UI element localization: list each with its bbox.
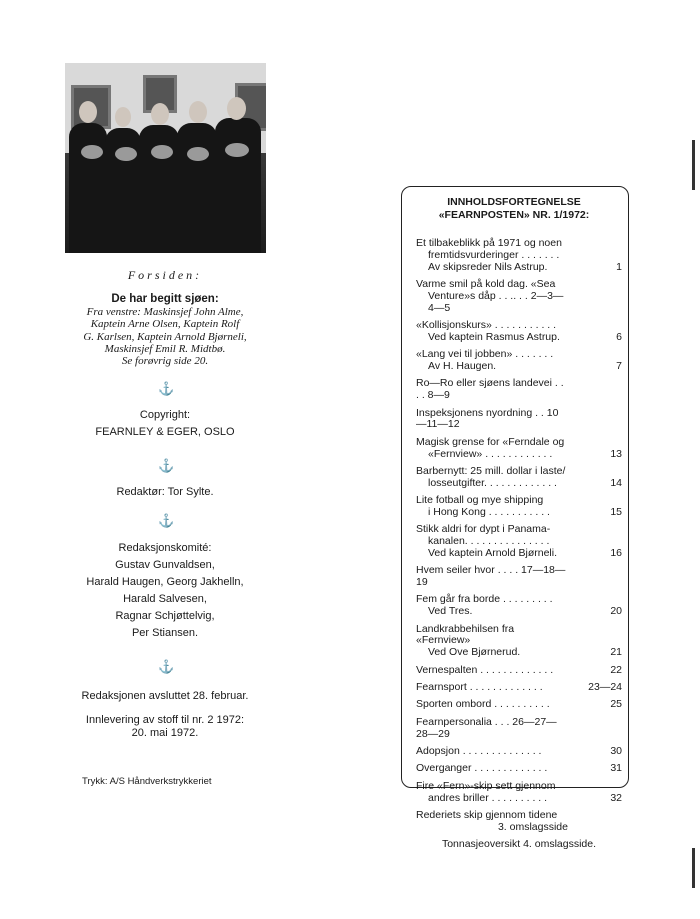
toc-entry: [416, 437, 622, 461]
toc-entry-line: Av skipsreder Nils Astrup.: [428, 260, 548, 273]
toc-page-number: 16: [610, 546, 622, 559]
toc-page-number: 13: [610, 447, 622, 460]
toc-entry: [416, 665, 622, 677]
toc-page-number: 30: [610, 744, 622, 757]
copyright-holder: FEARNLEY & EGER, OSLO: [95, 426, 235, 438]
toc-entry-text: [416, 320, 568, 344]
committee-block: [60, 540, 270, 642]
committee-member: Per Stiansen.: [131, 627, 199, 639]
toc-entry: [416, 279, 622, 314]
toc-page-number: 32: [610, 791, 622, 804]
toc-page-number: 1: [616, 260, 622, 273]
editor: Redaktør: Tor Sylte.: [116, 486, 214, 498]
copyright-label: Copyright:: [139, 409, 191, 421]
toc-page-number: 7: [616, 359, 622, 372]
toc-heading: [401, 196, 627, 222]
toc-page-number: 20: [610, 605, 622, 618]
toc-entry: [416, 746, 622, 758]
submission-note: [60, 714, 270, 740]
toc-entry: [416, 378, 622, 402]
caption-line: G. Karlsen, Kaptein Arnold Bjørneli,: [83, 330, 247, 343]
submission-line: 20. mai 1972.: [131, 727, 199, 739]
caption-text: [60, 306, 270, 367]
toc-entry-line: Inspeksjonens nyordning . . 10—11—12: [416, 406, 559, 431]
committee-label: Redaksjonskomité:: [118, 542, 212, 554]
copyright-block: [60, 407, 270, 441]
toc-entry-line: losseutgifter. . . . . . . . . . . . .: [428, 476, 557, 489]
printer-credit: Trykk: A/S Håndverkstrykkeriet: [82, 776, 212, 787]
toc-entry-line: Venture»s dåp . . .. . . 2—3—4—5: [428, 289, 564, 314]
toc-entry-line: Stikk aldri for dypt i Panama-: [416, 523, 551, 536]
toc-entry-line: kanalen. . . . . . . . . . . . . . .: [428, 535, 550, 548]
caption-line: Kaptein Arne Olsen, Kaptein Rolf: [90, 318, 240, 331]
toc-entry-line: Lite fotball og mye shipping: [416, 494, 544, 507]
toc-entry-text: [416, 349, 568, 373]
toc-entry-line: Fire «Fern»-skip sett gjennom: [416, 779, 556, 792]
caption-line: Maskinsjef Emil R. Midtbø.: [104, 342, 226, 355]
toc-page-number: 6: [616, 330, 622, 343]
toc-entry: [416, 594, 622, 618]
toc-entry: [416, 349, 622, 373]
toc-entry: [416, 408, 622, 432]
toc-entry-line: Vernespalten . . . . . . . . . . . . .: [416, 663, 554, 676]
toc-entry-line: Overganger . . . . . . . . . . . . .: [416, 762, 548, 775]
toc-entry: [416, 466, 622, 490]
toc-entry: [416, 682, 622, 694]
toc-entry-line: «Fernview» . . . . . . . . . . . .: [428, 447, 553, 460]
toc-entry-text: [416, 495, 568, 519]
toc-entry-line: Magisk grense for «Ferndale og: [416, 435, 565, 448]
toc-entry-line: Adopsjon . . . . . . . . . . . . . .: [416, 744, 542, 757]
toc-entry: [416, 238, 622, 273]
caption-line: Se forøvrig side 20.: [121, 355, 209, 368]
cover-photo: [65, 63, 266, 253]
toc-subtitle: «FEARNPOSTEN» NR. 1/1972:: [438, 209, 590, 221]
toc-entry: [416, 524, 622, 559]
toc-entry-line: Landkrabbehilsen fra «Fernview»: [416, 622, 515, 647]
toc-entry-text: [416, 682, 568, 694]
toc-entry-line: Hvem seiler hvor . . . . 17—18—19: [416, 564, 566, 589]
toc-entry-line: Rederiets skip gjennom tidene: [416, 808, 558, 821]
toc-entry-line: «Lang vei til jobben» . . . . . . .: [416, 348, 554, 361]
toc-page-number: 21: [610, 646, 622, 659]
toc-list: [416, 238, 622, 851]
toc-entry-text: [416, 717, 568, 741]
toc-entry-line: Fearnpersonalia . . . 26—27—28—29: [416, 715, 557, 740]
toc-entry-line: Av H. Haugen.: [428, 359, 497, 372]
toc-entry: [416, 781, 622, 805]
toc-entry-text: [416, 238, 568, 273]
toc-page-number: 31: [610, 762, 622, 775]
toc-entry-text: [416, 746, 568, 758]
toc-page-number: 25: [610, 698, 622, 711]
toc-entry-line: i Hong Kong . . . . . . . . . . .: [428, 505, 550, 518]
caption-line: Fra venstre: Maskinsjef John Alme,: [86, 306, 244, 318]
page-edge-mark: [692, 140, 695, 190]
toc-entry-text: [416, 565, 568, 589]
committee-member: Ragnar Schjøttelvig,: [115, 610, 215, 622]
toc-entry-line: Ved kaptein Rasmus Astrup.: [428, 330, 560, 343]
toc-entry-text: [416, 810, 568, 834]
toc-entry: [416, 624, 622, 659]
submission-line: Innlevering av stoff til nr. 2 1972:: [85, 714, 245, 726]
committee-member: Harald Salvesen,: [123, 593, 207, 605]
toc-entry-line: «Kollisjonskurs» . . . . . . . . . . .: [416, 318, 557, 331]
toc-entry-text: [416, 624, 568, 659]
toc-entry: [416, 763, 622, 775]
toc-entry-text: [416, 279, 568, 314]
toc-page-number: 15: [610, 505, 622, 518]
toc-entry-line: Varme smil på kold dag. «Sea: [416, 277, 556, 290]
toc-entry-line: andres briller . . . . . . . . . .: [428, 791, 548, 804]
toc-entry: [416, 320, 622, 344]
toc-page-number: 22: [610, 663, 622, 676]
anchor-icon: ⚓: [158, 659, 175, 674]
toc-entry-line: Fearnsport . . . . . . . . . . . . .: [416, 681, 543, 694]
toc-entry-line: Sporten ombord . . . . . . . . . .: [416, 698, 550, 711]
closed-note: Redaksjonen avsluttet 28. februar.: [81, 690, 249, 702]
toc-entry-line: Ved kaptein Arnold Bjørneli.: [428, 546, 557, 559]
toc-entry-line: Barbernytt: 25 mill. dollar i laste/: [416, 464, 566, 477]
toc-entry-text: [416, 594, 568, 618]
toc-entry: [416, 699, 622, 711]
toc-entry-text: [416, 378, 568, 402]
toc-entry: [416, 810, 622, 834]
toc-entry-line: Fem går fra borde . . . . . . . . .: [416, 593, 553, 606]
toc-entry-text: [416, 466, 568, 490]
toc-last-line: Tonnasjeoversikt 4. omslagsside.: [441, 838, 597, 851]
toc-entry-line: Ro—Ro eller sjøens landevei . . . . 8—9: [416, 377, 564, 402]
anchor-icon: ⚓: [158, 381, 175, 396]
toc-entry: [416, 495, 622, 519]
committee-member: Harald Haugen, Georg Jakhelln,: [86, 576, 244, 588]
toc-entry-line: Et tilbakeblikk på 1971 og noen: [416, 237, 562, 249]
toc-page-number: 14: [610, 476, 622, 489]
toc-entry-line: Ved Ove Bjørnerud.: [428, 646, 521, 659]
toc-entry-line: Ved Tres.: [428, 605, 473, 618]
toc-entry-text: [416, 437, 568, 461]
toc-entry-text: [416, 524, 568, 559]
toc-entry-line: 3. omslagsside: [497, 820, 568, 833]
toc-entry-text: [416, 408, 568, 432]
caption-label: Forsiden:: [127, 268, 203, 282]
toc-entry: [416, 565, 622, 589]
toc-title: INNHOLDSFORTEGNELSE: [447, 196, 581, 208]
toc-page-number: 23—24: [588, 681, 622, 694]
toc-entry: [416, 717, 622, 741]
toc-entry-text: [416, 699, 568, 711]
toc-entry-text: [416, 763, 568, 775]
page-edge-mark: [692, 848, 695, 888]
caption-title: De har begitt sjøen:: [111, 293, 219, 305]
anchor-icon: ⚓: [158, 513, 175, 528]
toc-entry-text: [416, 665, 568, 677]
toc-entry-line: fremtidsvurderinger . . . . . . .: [428, 248, 560, 261]
toc-entry-text: [416, 781, 568, 805]
anchor-icon: ⚓: [158, 458, 175, 473]
committee-member: Gustav Gunvaldsen,: [115, 559, 215, 571]
